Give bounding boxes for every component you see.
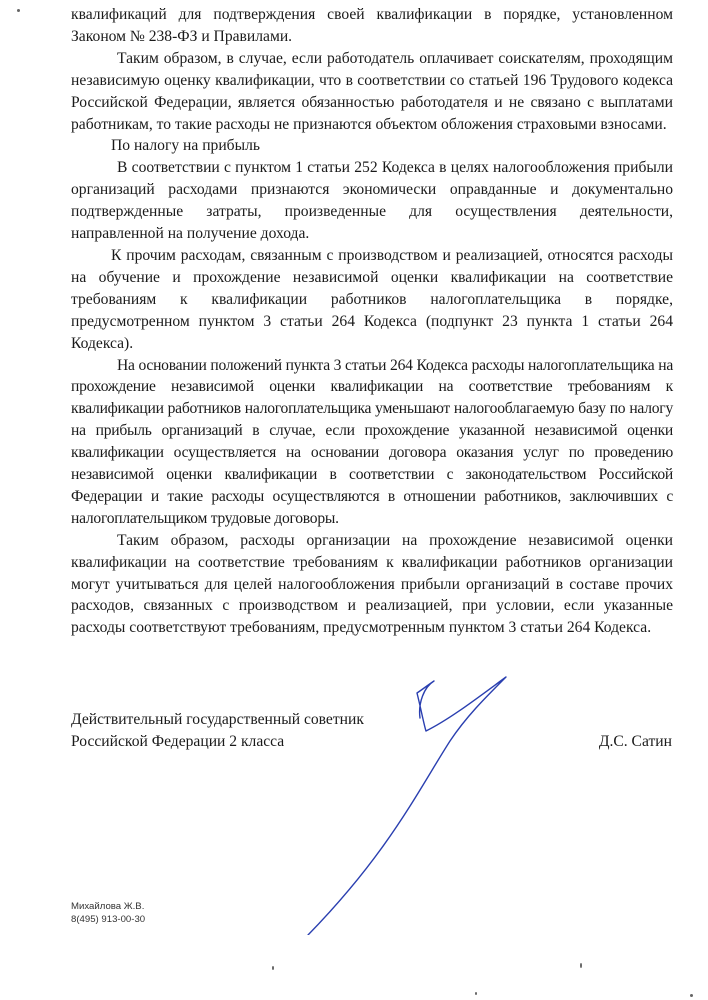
paragraph-article-252: В соответствии с пунктом 1 статьи 252 Кодекса в целях налогообложения прибыли организаций расходами признаются экономически оправданные и документально подтвержденные затраты, произведенные для осуществления деятельности, направленной на получение дохода. bbox=[71, 159, 673, 243]
paragraph-other-expenses: К прочим расходам, связанным с производством и реализацией, относятся расходы на обучение и прохождение независимой оценки квалификации на соответствие требованиям к квалификации работников налогоплательщика в порядке, предусмотренном пунктом 3 статьи 264 Кодекса (подпункт 23 пункта 1 статьи 264 Кодекса). bbox=[71, 246, 673, 352]
letter-body bbox=[71, 4, 673, 639]
paragraph-continuation: квалификаций для подтверждения своей квалификации в порядке, установленном Законом № 238-ФЗ и Правилами. bbox=[71, 6, 673, 45]
executor-name: Михайлова Ж.В. bbox=[71, 901, 145, 912]
executor-phone: 8(495) 913-00-30 bbox=[71, 913, 146, 925]
paragraph-conclusion: Таким образом, расходы организации на прохождение независимой оценки квалификации на соответствие требованиям к квалификации работников организации могут учитываться для целей налогообложения прибыли организаций в составе прочих расходов, связанных с производством и реализацией, при условии, если указанные расходы соответствуют требованиям, предусмотренным пунктом 3 статьи 264 Кодекса. bbox=[71, 531, 673, 637]
paragraph-article-264: На основании положений пункта 3 статьи 264 Кодекса расходы налогоплательщика на прохождение независимой оценки квалификации на соответствие требованиям к квалификации работников налогоплательщика уменьшают налогооблагаемую базу по налогу на прибыль организаций в случае, если прохождение указанной независимой оценки квалификации осуществляется на основании договора оказания услуг по проведению независимой оценки квалификации в соответствии с законодательством Российской Федерации и такие расходы осуществляются в отношении работников, заключивших с налогоплательщиком трудовые договоры. bbox=[71, 356, 673, 527]
scan-speck bbox=[17, 9, 20, 12]
signatory-title-line2: Российской Федерации 2 класса bbox=[71, 732, 285, 750]
signatory-title-line1: Действительный государственный советник bbox=[71, 711, 364, 728]
scan-speck bbox=[580, 963, 582, 968]
signatory-name: Д.С. Сатин bbox=[598, 733, 672, 750]
handwritten-signature bbox=[300, 665, 540, 935]
signature-stroke bbox=[308, 677, 506, 935]
section-heading-profit-tax: По налогу на прибыль bbox=[111, 137, 260, 155]
scan-speck bbox=[272, 966, 274, 970]
scan-speck bbox=[690, 994, 693, 997]
executor-info bbox=[71, 901, 145, 926]
scan-speck bbox=[475, 992, 477, 995]
paragraph-insurance-conclusion: Таким образом, в случае, если работодатель оплачивает соискателям, проходящим независимую оценку квалификации, что в соответствии со статьей 196 Трудового кодекса Российской Федерации, является обязанностью работодателя и не связано с выплатами работникам, то такие расходы не признаются объектом обложения страховыми взносами. bbox=[71, 49, 673, 133]
